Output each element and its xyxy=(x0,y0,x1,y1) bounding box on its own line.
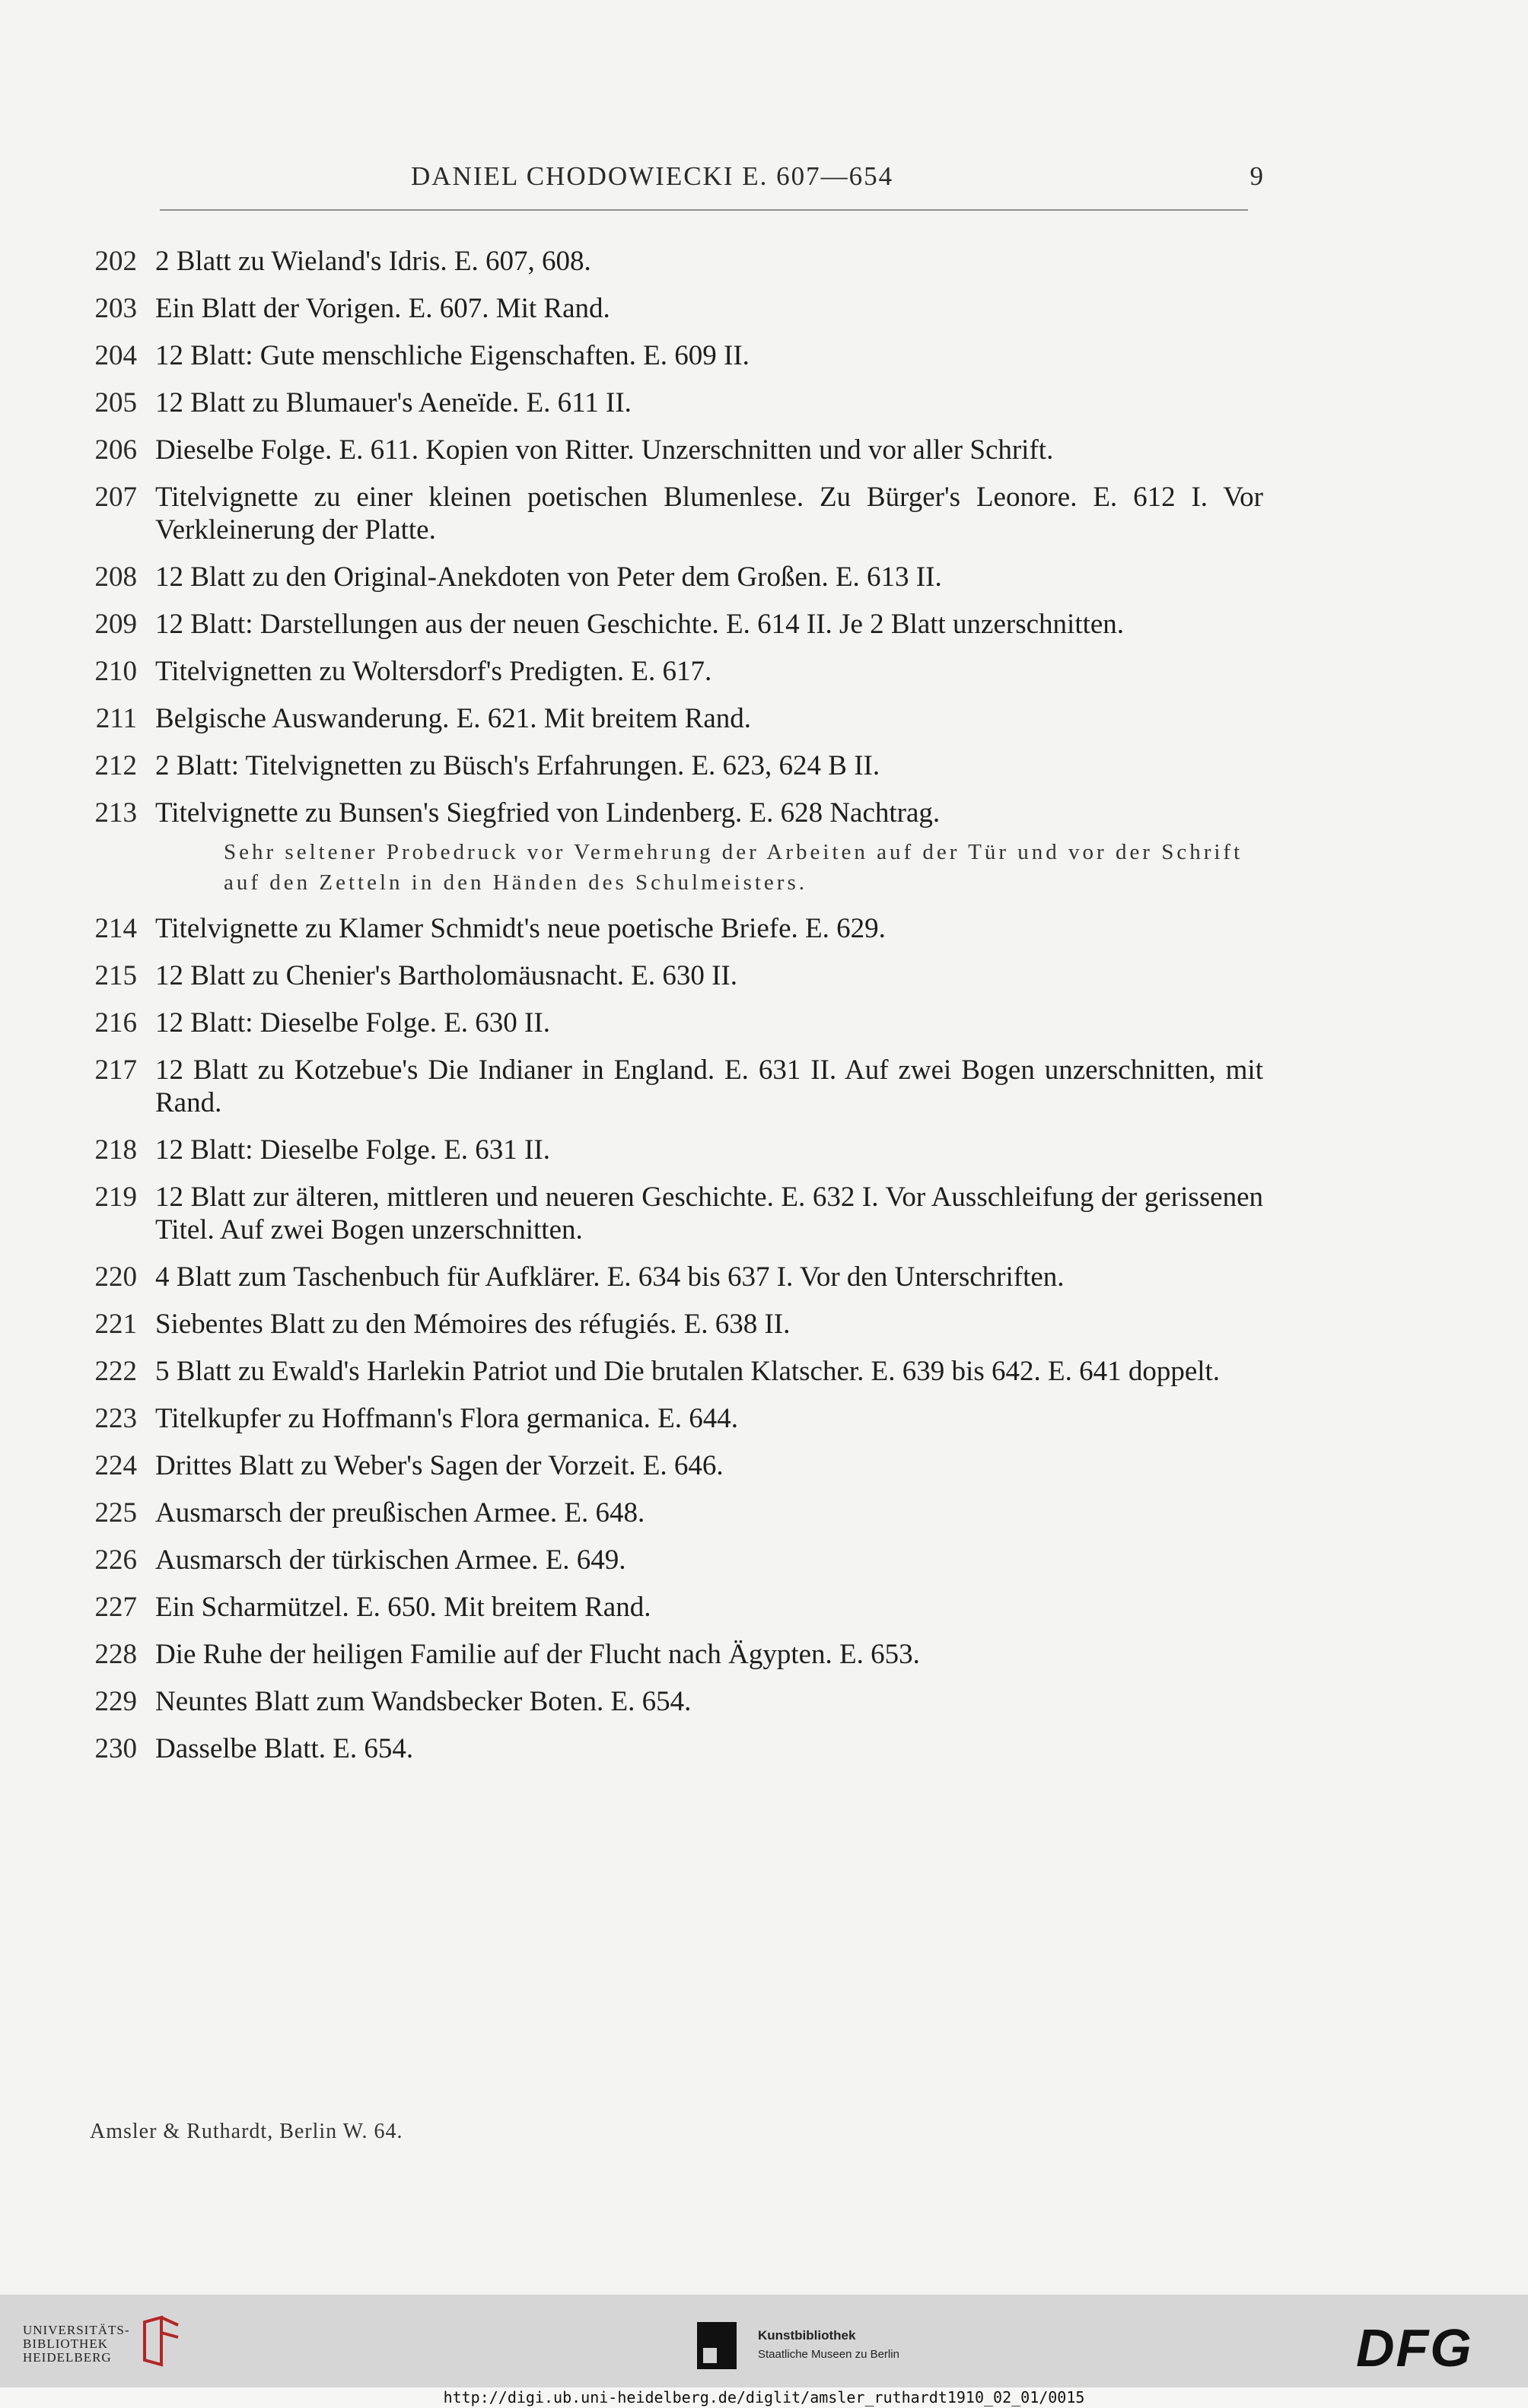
entry-number: 230 xyxy=(94,1733,137,1764)
entry-number: 208 xyxy=(94,561,137,593)
entry-text: Dasselbe Blatt. E. 654. xyxy=(155,1733,414,1764)
list-item xyxy=(76,386,1263,419)
entry-text: Drittes Blatt zu Weber's Sagen der Vorzeit. E. 646. xyxy=(155,1450,724,1481)
entry-number: 206 xyxy=(94,434,137,466)
list-item xyxy=(76,561,1263,593)
entry-text: Ausmarsch der türkischen Armee. E. 649. xyxy=(155,1544,626,1576)
entry-number: 217 xyxy=(94,1054,137,1086)
entry-text: 4 Blatt zum Taschenbuch für Aufklärer. E. 634 bis 637 I. Vor den Unterschriften. xyxy=(155,1261,1065,1293)
list-item xyxy=(76,1591,1263,1624)
kunstbibliothek-logo-icon xyxy=(697,2322,737,2369)
entry-number: 209 xyxy=(94,609,137,640)
entry-number: 223 xyxy=(94,1403,137,1434)
entry-text: Titelkupfer zu Hoffmann's Flora germanica. E. 644. xyxy=(155,1403,739,1434)
list-item xyxy=(76,1308,1263,1341)
entry-text: Titelvignette zu Bunsen's Siegfried von Lindenberg. E. 628 Nachtrag. xyxy=(155,797,941,829)
entry-text: 12 Blatt: Dieselbe Folge. E. 630 II. xyxy=(155,1007,550,1039)
list-item xyxy=(76,1497,1263,1529)
list-item xyxy=(76,749,1263,782)
entry-text: Titelvignette zu einer kleinen poetischen Blumenlese. Zu Bürger's Leonore. E. 612 I. Vor Verkleinerung der Platte. xyxy=(155,482,1263,546)
entry-number: 215 xyxy=(94,960,137,991)
list-item xyxy=(76,434,1263,466)
entry-text: 12 Blatt zu Kotzebue's Die Indianer in England. E. 631 II. Auf zwei Bogen unzerschnitten, mit Rand. xyxy=(155,1054,1263,1118)
entry-number: 204 xyxy=(94,340,137,371)
entry-text: Die Ruhe der heiligen Familie auf der Flucht nach Ägypten. E. 653. xyxy=(155,1639,920,1670)
list-item xyxy=(76,1134,1263,1166)
entry-text: Ein Blatt der Vorigen. E. 607. Mit Rand. xyxy=(155,293,610,324)
list-item xyxy=(76,797,1263,898)
list-item xyxy=(76,912,1263,945)
entry-text: 12 Blatt: Dieselbe Folge. E. 631 II. xyxy=(155,1134,550,1166)
entry-text: Neuntes Blatt zum Wandsbecker Boten. E. 654. xyxy=(155,1686,692,1717)
entry-text: Titelvignette zu Klamer Schmidt's neue poetische Briefe. E. 629. xyxy=(155,913,886,944)
list-item xyxy=(76,655,1263,688)
entry-number: 205 xyxy=(94,387,137,418)
list-item xyxy=(76,481,1263,546)
entry-number: 222 xyxy=(94,1356,137,1387)
list-item xyxy=(76,608,1263,641)
entry-number: 228 xyxy=(94,1639,137,1670)
entry-text: Belgische Auswanderung. E. 621. Mit breitem Rand. xyxy=(155,703,752,734)
kunstbibliothek-subtitle: Staatliche Museen zu Berlin xyxy=(758,2348,899,2361)
permalink-url[interactable]: http://digi.ub.uni-heidelberg.de/diglit/amsler_ruthardt1910_02_01/0015 xyxy=(0,2387,1528,2408)
entry-number: 224 xyxy=(94,1450,137,1481)
entry-number: 213 xyxy=(94,797,137,829)
list-item xyxy=(76,702,1263,735)
list-item xyxy=(76,1449,1263,1482)
list-item xyxy=(76,1355,1263,1388)
entry-text: Titelvignetten zu Woltersdorf's Predigten. E. 617. xyxy=(155,656,712,687)
university-library-logo[interactable] xyxy=(23,2324,130,2365)
entry-list xyxy=(76,245,1263,1780)
entry-number: 229 xyxy=(94,1686,137,1717)
entry-number: 210 xyxy=(94,656,137,687)
list-item xyxy=(76,339,1263,372)
list-item xyxy=(76,1054,1263,1119)
entry-number: 216 xyxy=(94,1007,137,1039)
entry-text: Dieselbe Folge. E. 611. Kopien von Ritter. Unzerschnitten und vor aller Schrift. xyxy=(155,434,1054,466)
entry-text: 12 Blatt: Darstellungen aus der neuen Geschichte. E. 614 II. Je 2 Blatt unzerschnitten. xyxy=(155,609,1125,640)
entry-text: Ein Scharmützel. E. 650. Mit breitem Rand. xyxy=(155,1592,651,1623)
uni-logo-line: UNIVERSITÄTS- xyxy=(23,2323,130,2337)
page-number: 9 xyxy=(1249,161,1263,191)
list-item xyxy=(76,1261,1263,1293)
kunstbibliothek-name: Kunstbibliothek xyxy=(758,2328,856,2343)
entry-number: 203 xyxy=(94,293,137,324)
page-header xyxy=(76,161,1263,207)
entry-text: 5 Blatt zu Ewald's Harlekin Patriot und Die brutalen Klatscher. E. 639 bis 642. E. 641 doppelt. xyxy=(155,1356,1221,1387)
entry-text: 12 Blatt zu Chenier's Bartholomäusnacht. E. 630 II. xyxy=(155,960,738,991)
entry-number: 221 xyxy=(94,1309,137,1340)
list-item xyxy=(76,1685,1263,1718)
entry-number: 227 xyxy=(94,1592,137,1623)
entry-number: 218 xyxy=(94,1134,137,1166)
list-item xyxy=(76,1732,1263,1765)
entry-number: 214 xyxy=(94,913,137,944)
entry-number: 226 xyxy=(94,1544,137,1576)
entry-number: 202 xyxy=(94,246,137,277)
entry-text: 12 Blatt zu den Original-Anekdoten von Peter dem Großen. E. 613 II. xyxy=(155,561,942,593)
list-item xyxy=(76,1007,1263,1039)
entry-text: 12 Blatt zur älteren, mittleren und neueren Geschichte. E. 632 I. Vor Ausschleifung der gerissenen Titel. Auf zwei Bogen unzerschnitten. xyxy=(155,1182,1263,1245)
entry-number: 225 xyxy=(94,1497,137,1528)
kunstbibliothek-logo[interactable] xyxy=(758,2328,899,2361)
running-title: DANIEL CHODOWIECKI E. 607—654 xyxy=(411,161,894,191)
entry-number: 220 xyxy=(94,1261,137,1293)
list-item xyxy=(76,1181,1263,1246)
list-item xyxy=(76,1402,1263,1435)
entry-text: Siebentes Blatt zu den Mémoires des réfugiés. E. 638 II. xyxy=(155,1309,791,1340)
entry-number: 212 xyxy=(94,750,137,781)
entry-text: 12 Blatt zu Blumauer's Aeneïde. E. 611 II. xyxy=(155,387,632,418)
entry-number: 211 xyxy=(95,703,137,734)
header-rule xyxy=(160,209,1248,211)
list-item xyxy=(76,245,1263,278)
entry-number: 219 xyxy=(94,1182,137,1213)
entry-text: 12 Blatt: Gute menschliche Eigenschaften. E. 609 II. xyxy=(155,340,750,371)
entry-text: Ausmarsch der preußischen Armee. E. 648. xyxy=(155,1497,645,1528)
dfg-logo[interactable]: DFG xyxy=(1356,2318,1473,2378)
footer-bar xyxy=(0,2295,1528,2387)
uni-logo-line: BIBLIOTHEK xyxy=(23,2336,108,2351)
entry-number: 207 xyxy=(94,482,137,513)
list-item xyxy=(76,292,1263,325)
list-item xyxy=(76,1544,1263,1576)
list-item xyxy=(76,959,1263,992)
entry-text: 2 Blatt: Titelvignetten zu Büsch's Erfahrungen. E. 623, 624 B II. xyxy=(155,750,880,781)
publisher-imprint: Amsler & Ruthardt, Berlin W. 64. xyxy=(90,2120,403,2143)
uni-logo-line: HEIDELBERG xyxy=(23,2350,112,2365)
entry-text: 2 Blatt zu Wieland's Idris. E. 607, 608. xyxy=(155,246,591,277)
university-mark-icon xyxy=(138,2314,184,2369)
list-item xyxy=(76,1638,1263,1671)
entry-note: Sehr seltener Probedruck vor Vermehrung der Arbeiten auf der Tür und vor der Schrift auf den Zetteln in den Händen des Schulmeisters. xyxy=(224,840,1243,895)
